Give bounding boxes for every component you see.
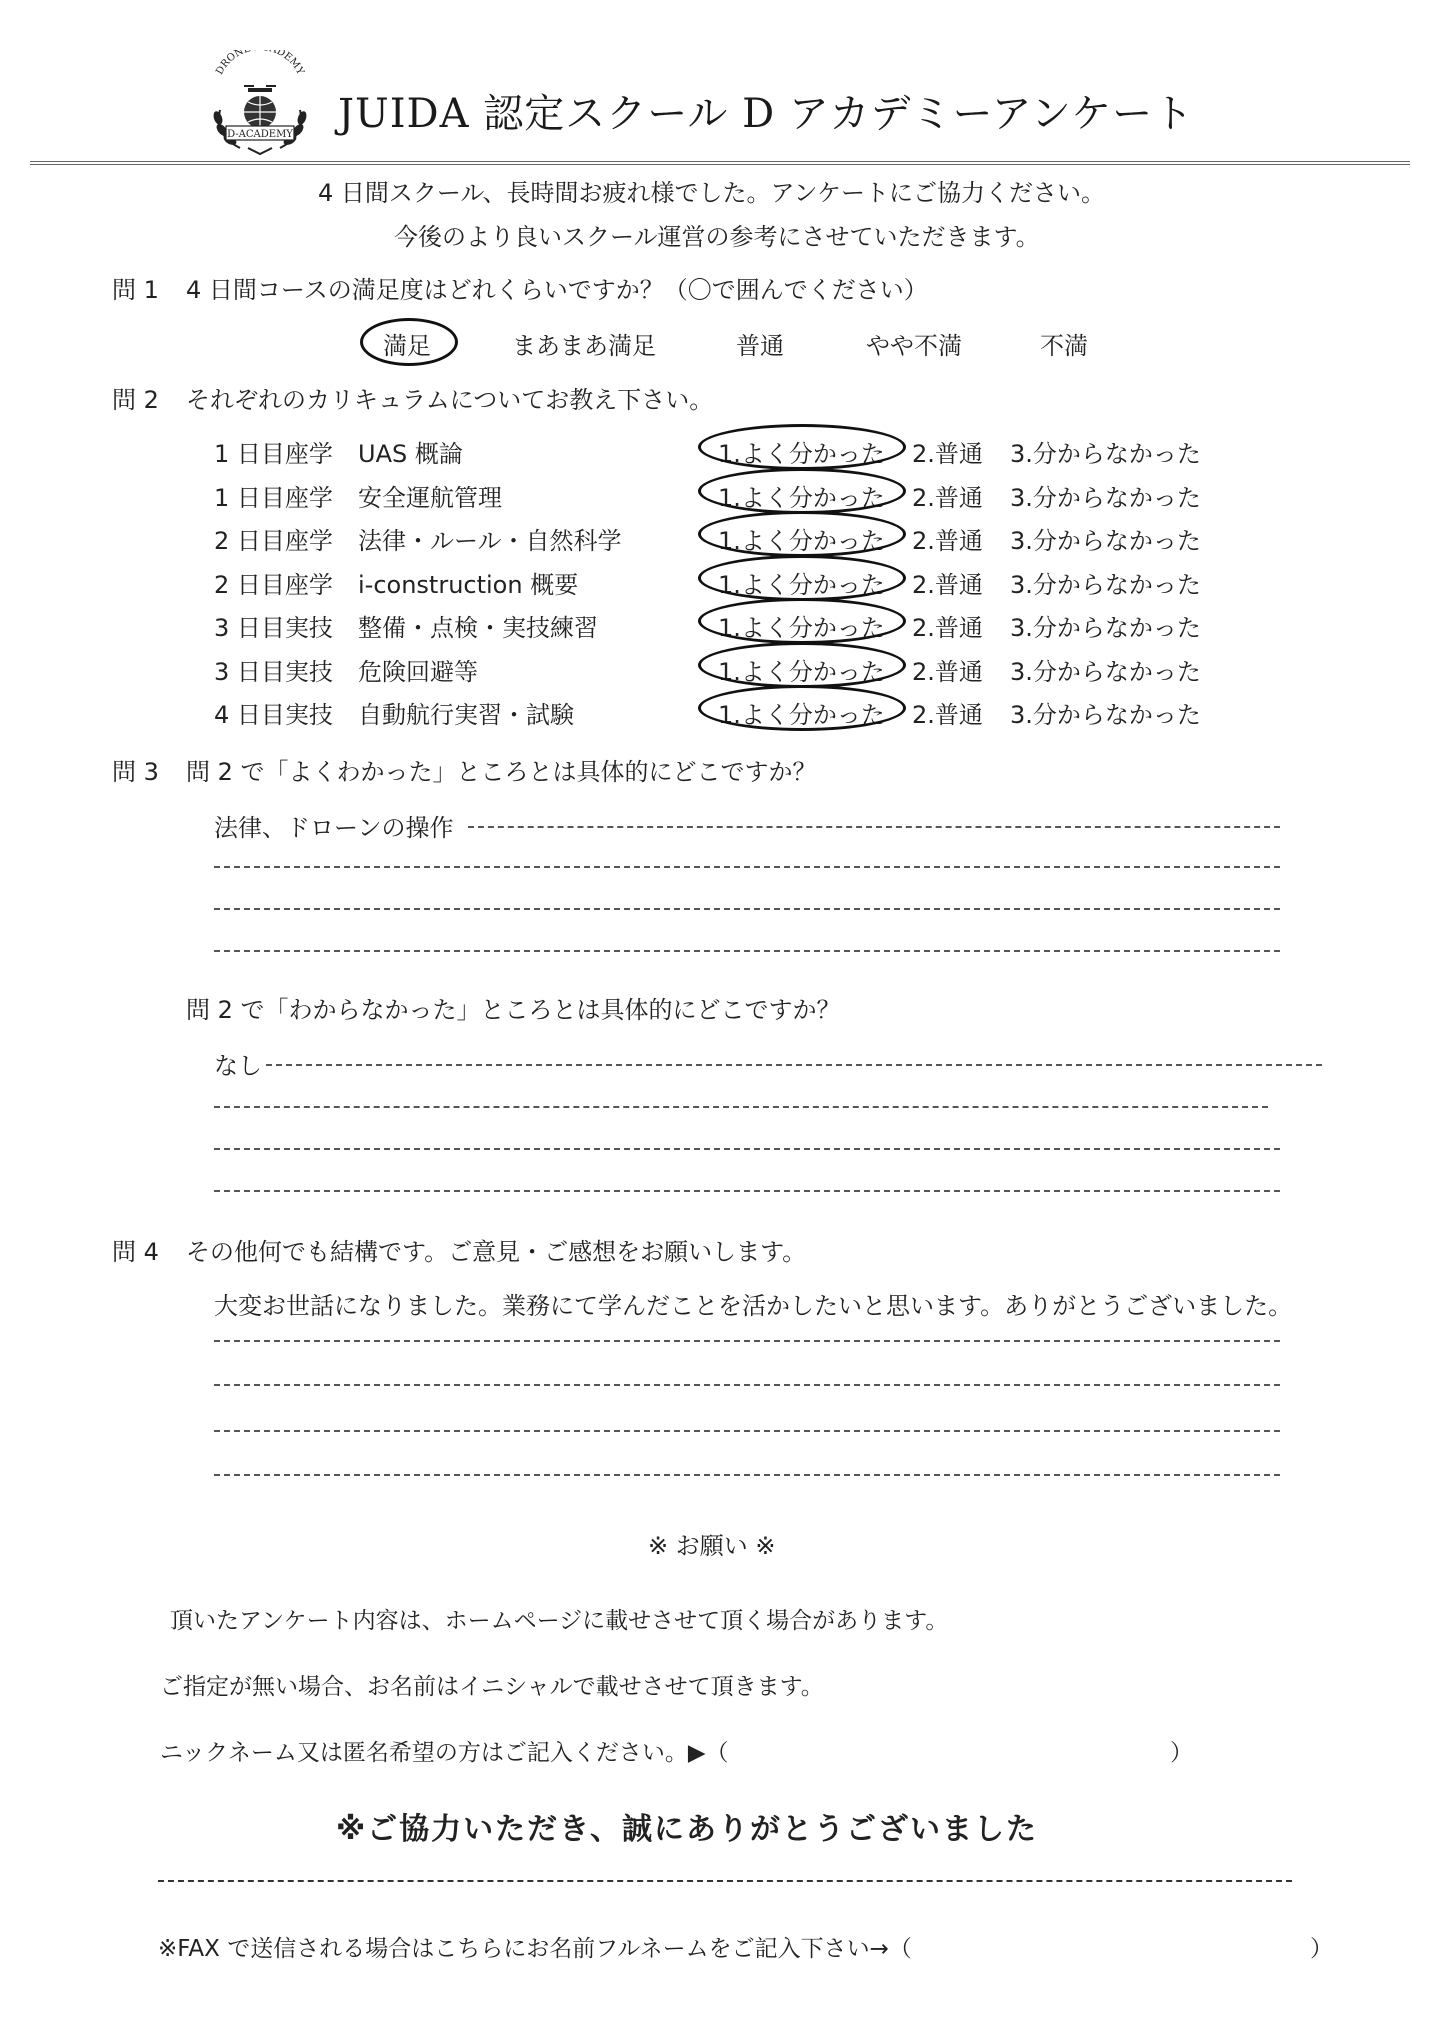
curriculum-subject: UAS 概論 bbox=[358, 440, 463, 468]
q3-answer-good[interactable]: 法律、ドローンの操作 bbox=[214, 814, 454, 842]
q3-question-bad: 問 2 で「わからなかった」ところとは具体的にどこですか？ bbox=[186, 996, 841, 1024]
choice-understood[interactable]: 1.よく分かった bbox=[718, 614, 885, 642]
notice-line-3: ニックネーム又は匿名希望の方はご記入ください。▶（ bbox=[160, 1740, 729, 1766]
answer-line bbox=[214, 950, 1280, 952]
selection-circle bbox=[698, 511, 906, 557]
choice-not-understood[interactable]: 3.分からなかった bbox=[1010, 658, 1201, 686]
curriculum-day: 1 日目座学 bbox=[214, 440, 333, 468]
separator-line bbox=[158, 1880, 1292, 1882]
selection-circle bbox=[698, 468, 906, 514]
logo-band-text: D-ACADEMY bbox=[227, 129, 293, 140]
choice-average[interactable]: 2.普通 bbox=[912, 440, 983, 468]
q4-answer[interactable]: 大変お世話になりました。業務にて学んだことを活かしたいと思います。ありがとうございました。 bbox=[214, 1292, 1293, 1320]
selection-circle bbox=[698, 424, 906, 470]
selection-circle bbox=[360, 318, 458, 366]
q3-answer-bad[interactable]: なし bbox=[214, 1052, 262, 1080]
notice-heading: ※ お願い ※ bbox=[648, 1532, 776, 1560]
header-divider-2 bbox=[30, 164, 1410, 165]
curriculum-subject: 法律・ルール・自然科学 bbox=[358, 527, 622, 555]
selection-circle bbox=[698, 642, 906, 688]
answer-line bbox=[468, 826, 1280, 828]
curriculum-day: 4 日目実技 bbox=[214, 701, 333, 729]
curriculum-day: 2 日目座学 bbox=[214, 527, 333, 555]
q4-number: 問 4 bbox=[112, 1238, 159, 1266]
answer-line bbox=[214, 1430, 1280, 1432]
answer-line bbox=[214, 1106, 1268, 1108]
choice-not-understood[interactable]: 3.分からなかった bbox=[1010, 701, 1201, 729]
choice-understood[interactable]: 1.よく分かった bbox=[718, 658, 885, 686]
answer-line bbox=[214, 1474, 1280, 1476]
q4-question: その他何でも結構です。ご意見・ご感想をお願いします。 bbox=[186, 1238, 807, 1266]
answer-line bbox=[214, 866, 1280, 868]
selection-circle bbox=[698, 598, 906, 644]
intro-line-1: 4 日間スクール、長時間お疲れ様でした。アンケートにご協力ください。 bbox=[318, 179, 1106, 207]
choice-not-understood[interactable]: 3.分からなかった bbox=[1010, 484, 1201, 512]
curriculum-day: 3 日目実技 bbox=[214, 658, 333, 686]
q2-question: それぞれのカリキュラムについてお教え下さい。 bbox=[186, 386, 714, 414]
choice-not-understood[interactable]: 3.分からなかった bbox=[1010, 614, 1201, 642]
q1-number: 問 1 bbox=[112, 276, 159, 304]
fax-instruction: ※FAX で送信される場合はこちらにお名前フルネームをご記入下さい→（ bbox=[158, 1936, 912, 1962]
answer-line bbox=[214, 1340, 1280, 1342]
q1-option-somewhat-satisfied[interactable]: まあまあ満足 bbox=[512, 332, 656, 360]
fax-name-field[interactable] bbox=[1310, 1930, 1370, 1966]
choice-understood[interactable]: 1.よく分かった bbox=[718, 701, 885, 729]
q1-option-satisfied[interactable]: 満足 bbox=[383, 332, 431, 360]
fax-name-field-close: ） bbox=[1310, 1936, 1333, 1962]
q3-question-good: 問 2 で「よくわかった」ところとは具体的にどこですか？ bbox=[186, 758, 817, 786]
curriculum-subject: 自動航行実習・試験 bbox=[358, 701, 574, 729]
curriculum-day: 2 日目座学 bbox=[214, 571, 333, 599]
choice-not-understood[interactable]: 3.分からなかった bbox=[1010, 440, 1201, 468]
curriculum-subject: 整備・点検・実技練習 bbox=[358, 614, 598, 642]
choice-understood[interactable]: 1.よく分かった bbox=[718, 484, 885, 512]
q1-option-dissatisfied[interactable]: 不満 bbox=[1040, 332, 1088, 360]
notice-line-2: ご指定が無い場合、お名前はイニシャルで載せさせて頂きます。 bbox=[160, 1674, 824, 1700]
thanks-message: ※ご協力いただき、誠にありがとうございました bbox=[336, 1812, 1038, 1847]
choice-understood[interactable]: 1.よく分かった bbox=[718, 440, 885, 468]
choice-average[interactable]: 2.普通 bbox=[912, 484, 983, 512]
curriculum-day: 3 日目実技 bbox=[214, 614, 333, 642]
nickname-field[interactable] bbox=[1170, 1734, 1430, 1770]
choice-not-understood[interactable]: 3.分からなかった bbox=[1010, 571, 1201, 599]
curriculum-subject: 安全運航管理 bbox=[358, 484, 502, 512]
choice-understood[interactable]: 1.よく分かった bbox=[718, 571, 885, 599]
header-divider bbox=[30, 161, 1410, 162]
answer-line bbox=[214, 1148, 1280, 1150]
answer-line bbox=[214, 1384, 1280, 1386]
academy-logo bbox=[200, 50, 320, 160]
notice-line-1: 頂いたアンケート内容は、ホームページに載せさせて頂く場合があります。 bbox=[170, 1608, 949, 1634]
answer-line bbox=[266, 1064, 1322, 1066]
q1-question: 4 日間コースの満足度はどれくらいですか？（〇で囲んでください） bbox=[186, 276, 928, 304]
svg-text:DRONE ACADEMY bbox=[214, 50, 306, 77]
answer-line bbox=[214, 1190, 1280, 1192]
choice-average[interactable]: 2.普通 bbox=[912, 614, 983, 642]
selection-circle bbox=[698, 685, 906, 731]
q3-number: 問 3 bbox=[112, 758, 159, 786]
curriculum-day: 1 日目座学 bbox=[214, 484, 333, 512]
choice-understood[interactable]: 1.よく分かった bbox=[718, 527, 885, 555]
q2-number: 問 2 bbox=[112, 386, 159, 414]
page-title: JUIDA 認定スクール D アカデミーアンケート bbox=[338, 91, 1195, 137]
logo-arc-text: DRON DEMY bbox=[214, 50, 306, 77]
choice-not-understood[interactable]: 3.分からなかった bbox=[1010, 527, 1201, 555]
curriculum-subject: 危険回避等 bbox=[358, 658, 478, 686]
choice-average[interactable]: 2.普通 bbox=[912, 701, 983, 729]
choice-average[interactable]: 2.普通 bbox=[912, 571, 983, 599]
curriculum-subject: i-construction 概要 bbox=[358, 571, 579, 599]
choice-average[interactable]: 2.普通 bbox=[912, 658, 983, 686]
selection-circle bbox=[698, 555, 906, 601]
q1-option-somewhat-dissatisfied[interactable]: やや不満 bbox=[866, 332, 962, 360]
choice-average[interactable]: 2.普通 bbox=[912, 527, 983, 555]
answer-line bbox=[214, 908, 1280, 910]
q1-option-neutral[interactable]: 普通 bbox=[736, 332, 784, 360]
intro-line-2: 今後のより良いスクール運営の参考にさせていただきます。 bbox=[394, 223, 1040, 251]
nickname-field-close: ） bbox=[1170, 1740, 1193, 1766]
